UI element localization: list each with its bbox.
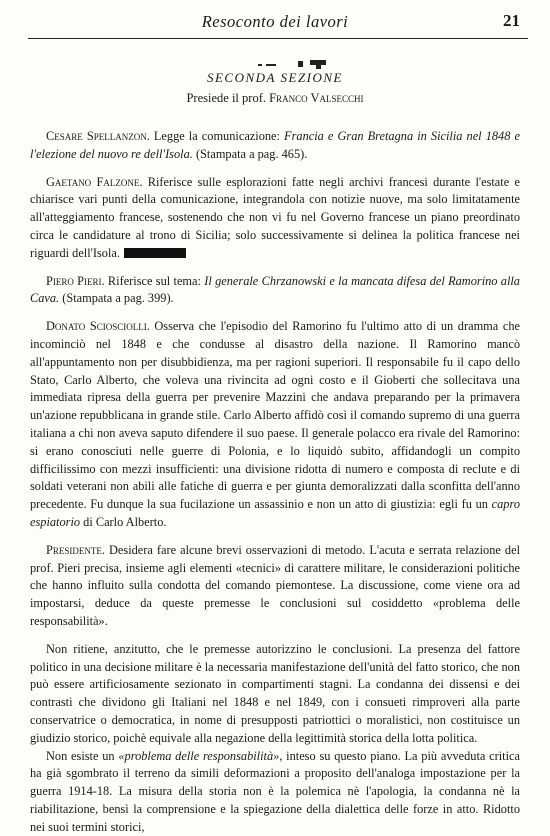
section-president [0,91,550,106]
speaker-name: Cesare Spellanzon. [46,129,150,143]
entry-presidente [30,542,520,631]
entry-falzone [30,174,520,263]
president-name: Franco Valsecchi [269,91,363,105]
entry-title: Francia e Gran Bretagna in Sicilia nel 1848 e l'elezione del nuovo re dell'Isola. [30,129,520,161]
section-title: SECONDA SEZIONE [0,70,550,86]
president-prefix: Presiede il prof. [186,91,266,105]
continuation-paragraph [30,748,520,836]
speaker-name: Gaetano Falzone. [46,175,142,189]
entry-text-end: di Carlo Alberto. [80,515,166,529]
speaker-name: Presidente. [46,543,105,557]
continuation-paragraph [30,641,520,748]
entry-text: Riferisce sul tema: [105,274,205,288]
ink-blots [258,60,338,70]
minutes-body [30,128,520,836]
entry-spellanzon [30,128,520,164]
speaker-name: Donato Sciosciolli. [46,319,150,333]
paragraph-text: Non esiste un [46,749,118,763]
paragraph-italic: «problema delle responsabilità» [118,749,279,763]
entry-sciosciolli [30,318,520,532]
page-number: 21 [503,11,520,31]
entry-italic: capro espiatorio [30,497,520,529]
entry-text: Riferisce sulle esplorazioni fatte negli archivi francesi durante l'estate e chiarisce vari punti della comunicazione, integrandola con notizie nuove, ma solo limitatamente all'atteggiamento francese, sostenendo che non vi fu nel Governo francese un piano preordinato circa le candidature al trono di Sicilia; solo successivamente si delinea la politica francese nei riguardi dell'Isola. [30,175,520,260]
entry-title: Il generale Chrzanowski e la mancata difesa del Ramorino alla Cava. [30,274,520,306]
paragraph-text-end: , inteso su questo piano. La più avveduta critica ha già sgombrato il terreno da simili deformazioni a proposito dell'analoga impostazione per la guerra 1914-18. La misura della storia non è la polemica nè l'apologia, la condanna nè la riabilitazione, bensì la comprensione e la spiegazione della dialettica delle forze in atto. Ridotto nei suoi termini storici, [30,749,520,834]
entry-text: Desidera fare alcune brevi osservazioni di metodo. L'acuta e serrata relazione del prof. Pieri precisa, insieme agli elementi «tecnici» di carattere militare, le considerazioni politiche che hanno influito sulla condotta del comando piemontese. La discussione, come viene ora ad impostarsi, deduce da queste premesse le conclusioni sul cosiddetto «problema delle responsabilità». [30,543,520,628]
entry-pieri [30,273,520,309]
entry-text: Legge la comunicazione: [150,129,284,143]
redaction-mark [124,248,186,258]
entry-text: Osserva che l'episodio del Ramorino fu l'ultimo atto di un dramma che incominciò nel 1848 e che condusse al disastro della nazione. Il Ramorino mancò all'appuntamento non per disubbidienza, ma per ragioni superiori. Il responsabile fu il capo dello Stato, Carlo Alberto, che voleva una rivincita ad ogni costo e il Gioberti che sollecitava una immediata ripresa della guerra per prevenire Mazzini che andava preparando per la primavera un'azione repubblicana in grande stile. Carlo Alberto affidò così il comando supremo di una guerra italiana a chi non aveva saputo difendere il suo paese. Il generale polacco era rivale del Ramorino: si erano conosciuti nelle guerre di Polonia, e lo liquidò subito, affidandogli un compito difficilissimo con mezzi insufficienti: una divisione ridotta di numero e composta di reclute e di soldati veterani non abili alle fatiche di guerra e per giunta demoralizzati dalla sconfitta dell'anno precedente. Fu dunque la sua fucilazione un assassinio e non un atto di giustizia: egli fu un [30,319,520,511]
entry-reference: (Stampata a pag. 399). [59,291,174,305]
entry-reference: (Stampata a pag. 465). [193,147,308,161]
speaker-name: Piero Pieri. [46,274,105,288]
running-title: Resoconto dei lavori [28,12,522,32]
header-rule [28,38,528,39]
running-header [28,10,522,34]
paragraph-text: Non ritiene, anzitutto, che le premesse autorizzino le conclusioni. La presenza del fattore politico in una decisione militare è la necessaria manifestazione dell'unità del fatto storico, che non può essere artificiosamente sezionato in compartimenti stagni. La condanna dei dissensi e dei contrasti che dividono gli Italiani nel 1848 e nel 1849, con i consueti rimproveri alla parte conservatrice o democratica, in nome di presupposti patriottici o moralistici, non costituisce un giudizio storico, poichè equivale alla negazione della legittimità storica della lotta politica. [30,642,520,745]
